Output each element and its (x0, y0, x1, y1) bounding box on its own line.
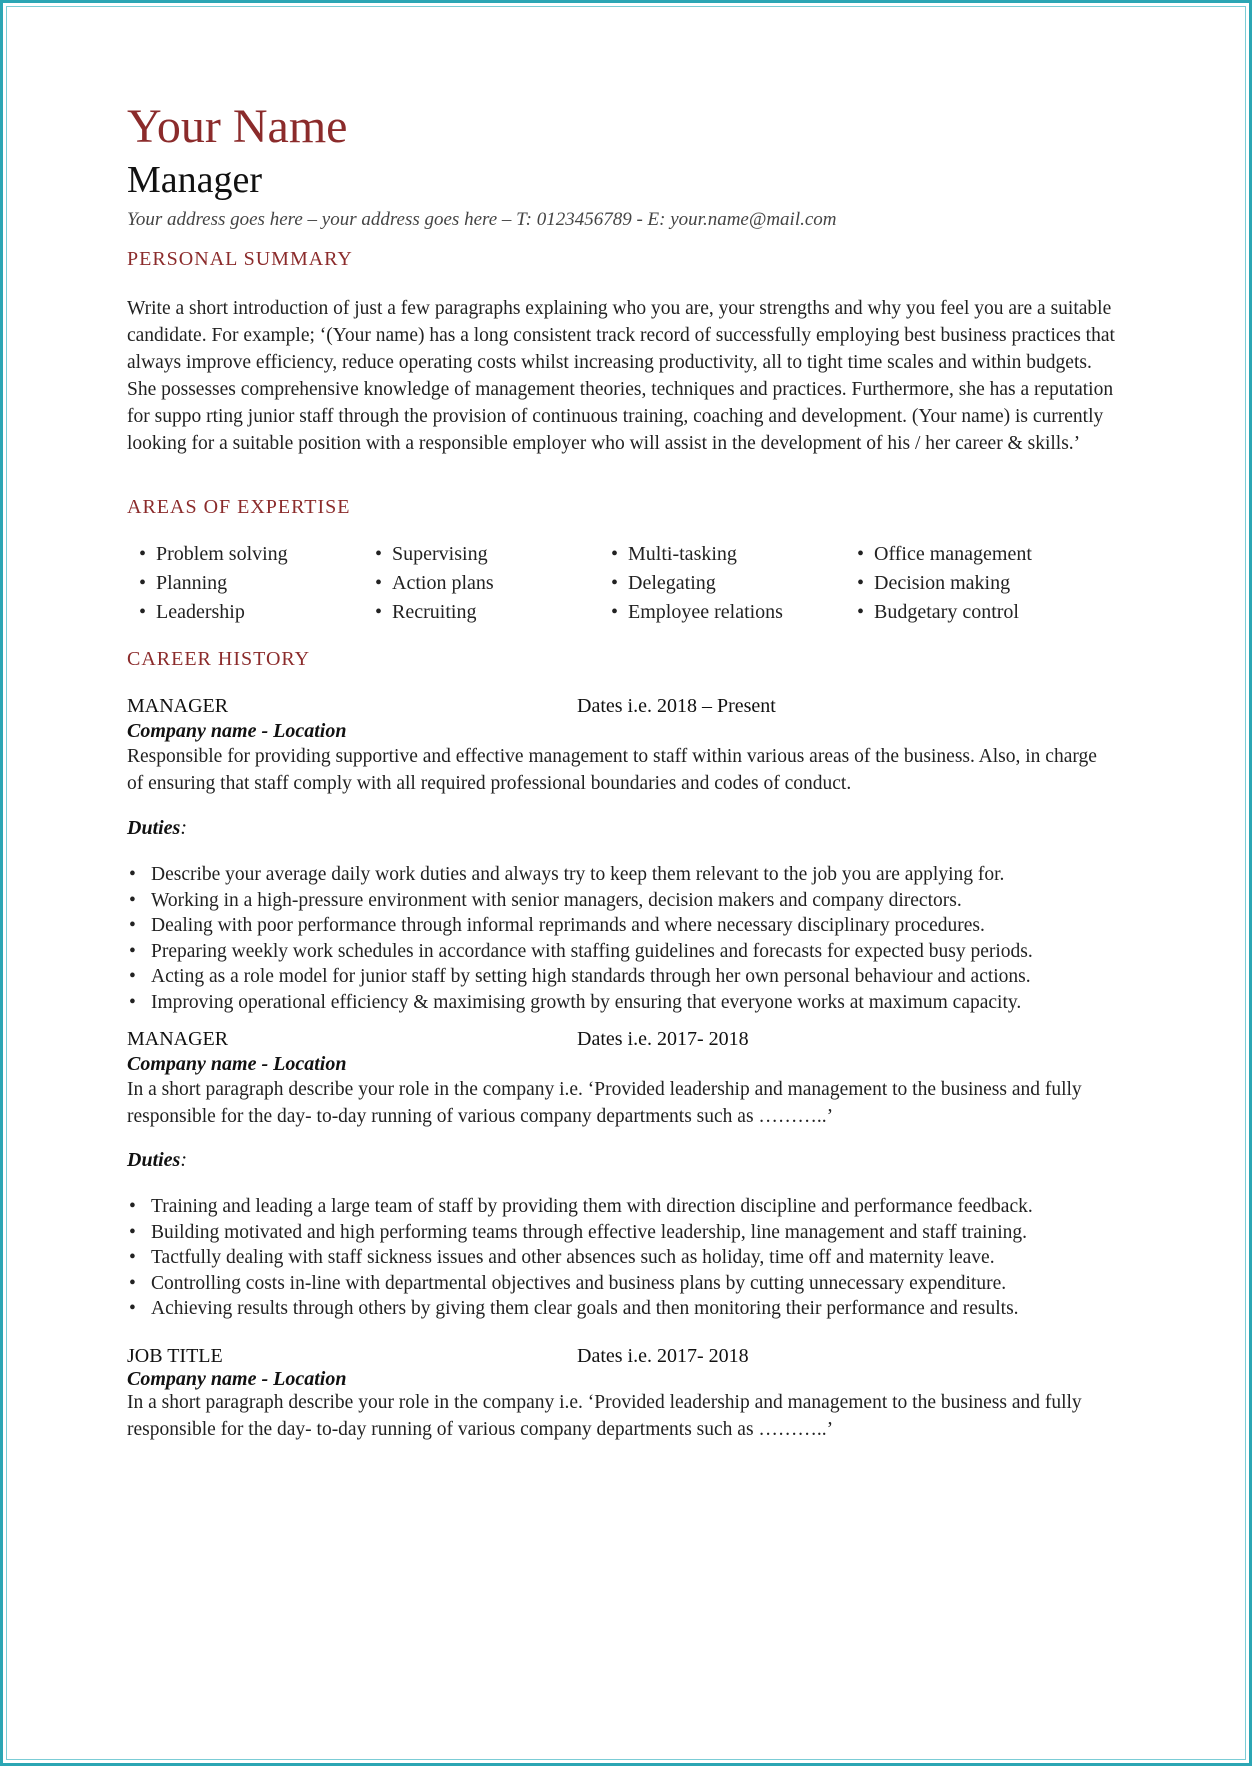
expertise-item: • Leadership (139, 599, 375, 626)
duties-label: Duties: (127, 817, 188, 839)
duty-item: • Training and leading a large team of staff by providing them with direction discipline and performance feedback. (127, 1194, 1127, 1220)
section-title-personal-summary: PERSONAL SUMMARY (127, 248, 353, 270)
expertise-item: • Action plans (375, 570, 611, 597)
job-dates: Dates i.e. 2017- 2018 (577, 1345, 749, 1367)
job-title: MANAGER (127, 1028, 229, 1050)
duty-item: • Preparing weekly work schedules in accordance with staffing guidelines and forecasts for expected busy periods. (127, 939, 1127, 965)
job-description: In a short paragraph describe your role in the company i.e. ‘Provided leadership and management to the business and fully responsible for the day- to-day running of various company departments such as ………..’ (127, 1392, 1082, 1440)
job-dates: Dates i.e. 2018 – Present (577, 695, 776, 717)
expertise-item: • Employee relations (611, 599, 857, 626)
job-description: In a short paragraph describe your role in the company i.e. ‘Provided leadership and management to the business and fully responsible for the day- to-day running of various company departments such as ………..’ (127, 1079, 1082, 1127)
duty-item: • Building motivated and high performing teams through effective leadership, line management and staff training. (127, 1220, 1127, 1246)
expertise-grid (139, 541, 1119, 626)
duties-list (127, 862, 1127, 1015)
duty-item: • Tactfully dealing with staff sickness issues and other absences such as holiday, time off and maternity leave. (127, 1245, 1127, 1271)
expertise-item: • Budgetary control (857, 599, 1097, 626)
resume-page (127, 100, 1127, 1440)
job-dates: Dates i.e. 2017- 2018 (577, 1028, 749, 1050)
expertise-item: • Delegating (611, 570, 857, 597)
job-title: MANAGER (127, 695, 229, 717)
candidate-role: Manager (127, 159, 263, 201)
duty-item: • Controlling costs in-line with departmental objectives and business plans by cutting unnecessary expenditure. (127, 1271, 1127, 1297)
candidate-name: Your Name (127, 100, 348, 153)
expertise-item: • Supervising (375, 541, 611, 568)
expertise-item: • Planning (139, 570, 375, 597)
company-location: Company name - Location (127, 1053, 347, 1075)
contact-line: Your address goes here – your address goes here – T: 0123456789 - E: your.name@mail.com (127, 209, 837, 230)
expertise-item: • Multi-tasking (611, 541, 857, 568)
expertise-item: • Decision making (857, 570, 1097, 597)
expertise-item: • Office management (857, 541, 1097, 568)
duty-item: • Improving operational efficiency & maximising growth by ensuring that everyone works at maximum capacity. (127, 990, 1127, 1016)
company-location: Company name - Location (127, 720, 347, 742)
summary-paragraph: Write a short introduction of just a few paragraphs explaining who you are, your strengths and why you feel you are a suitable candidate. For example; ‘(Your name) has a long consistent track record of successfully employing best business practices that always improve efficiency, reduce operating costs whilst increasing productivity, all to tight time scales and within budgets. She possesses comprehensive knowledge of management theories, techniques and practices. Furthermore, she has a reputation for suppo rting junior staff through the provision of continuous training, coaching and development. (Your name) is currently looking for a suitable position with a responsible employer who will assist in the development of his / her career & skills.’ (127, 298, 1115, 454)
section-title-career-history: CAREER HISTORY (127, 648, 311, 670)
duties-list (127, 1194, 1127, 1322)
company-location: Company name - Location (127, 1368, 347, 1390)
duty-item: • Dealing with poor performance through informal reprimands and where necessary disciplinary procedures. (127, 913, 1127, 939)
expertise-item: • Problem solving (139, 541, 375, 568)
duty-item: • Describe your average daily work duties and always try to keep them relevant to the job you are applying for. (127, 862, 1127, 888)
duty-item: • Achieving results through others by giving them clear goals and then monitoring their performance and results. (127, 1296, 1127, 1322)
duty-item: • Acting as a role model for junior staff by setting high standards through her own personal behaviour and actions. (127, 964, 1127, 990)
duties-label: Duties: (127, 1149, 188, 1171)
job-description: Responsible for providing supportive and effective management to staff within various areas of the business. Also, in charge of ensuring that staff comply with all required professional boundaries and codes of conduct. (127, 746, 1097, 794)
section-title-areas-of-expertise: AREAS OF EXPERTISE (127, 496, 351, 518)
expertise-item: • Recruiting (375, 599, 611, 626)
job-title: JOB TITLE (127, 1345, 223, 1367)
duty-item: • Working in a high-pressure environment with senior managers, decision makers and company directors. (127, 888, 1127, 914)
